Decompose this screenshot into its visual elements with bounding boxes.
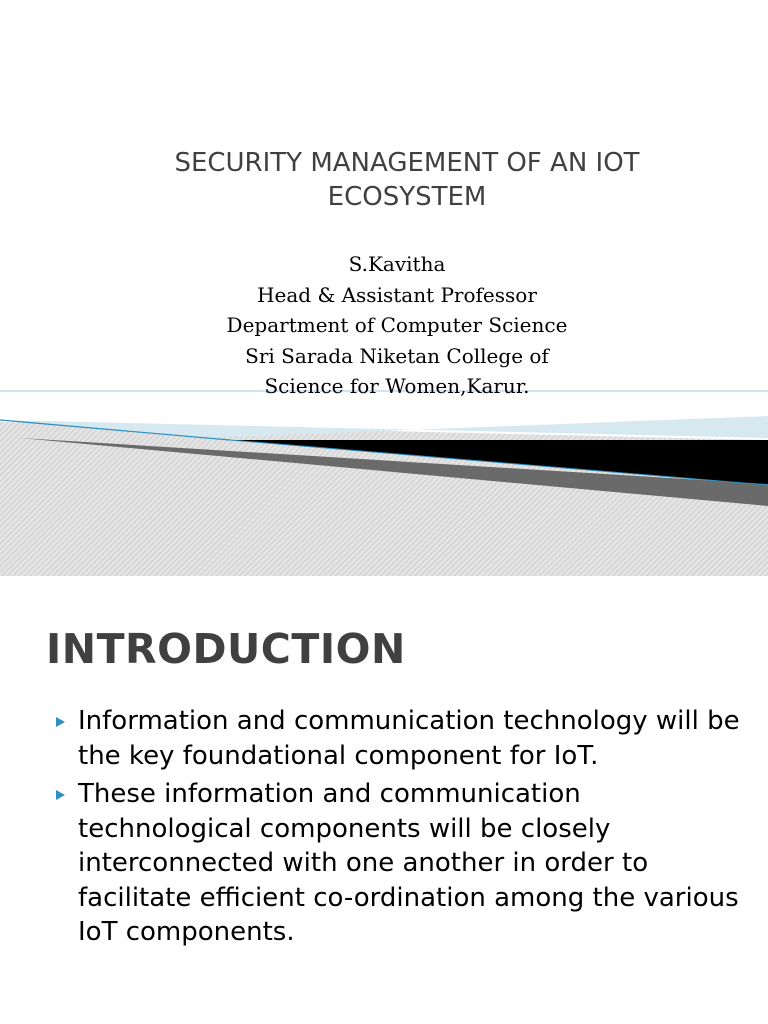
bullet-text: These information and communication technological components will be closely interconnected with one another in order to facilitate efficient co-ordination among the various IoT components.	[78, 779, 739, 947]
author-department: Department of Computer Science	[226, 313, 568, 337]
author-position: Head & Assistant Professor	[257, 282, 537, 307]
author-name: S.Kavitha	[348, 252, 446, 276]
bullet-arrow-icon	[56, 790, 65, 800]
bullet-arrow-icon	[56, 717, 65, 727]
title-line-1: SECURITY MANAGEMENT OF AN IOT	[174, 148, 640, 178]
author-college-line-2: Science for Women,Karur.	[264, 374, 530, 398]
decorative-swoosh	[0, 380, 768, 576]
bullet-list	[54, 704, 754, 954]
bullet-item	[54, 777, 754, 950]
author-info	[160, 249, 634, 402]
slide-heading: INTRODUCTION	[46, 625, 406, 673]
slide-title	[110, 146, 704, 214]
title-line-2: ECOSYSTEM	[327, 182, 487, 212]
author-college-line-1: Sri Sarada Niketan College of	[245, 343, 549, 368]
introduction-slide	[0, 576, 768, 1024]
bullet-text: Information and communication technology will be the key foundational component for IoT.	[78, 706, 740, 771]
bullet-item	[54, 704, 754, 773]
